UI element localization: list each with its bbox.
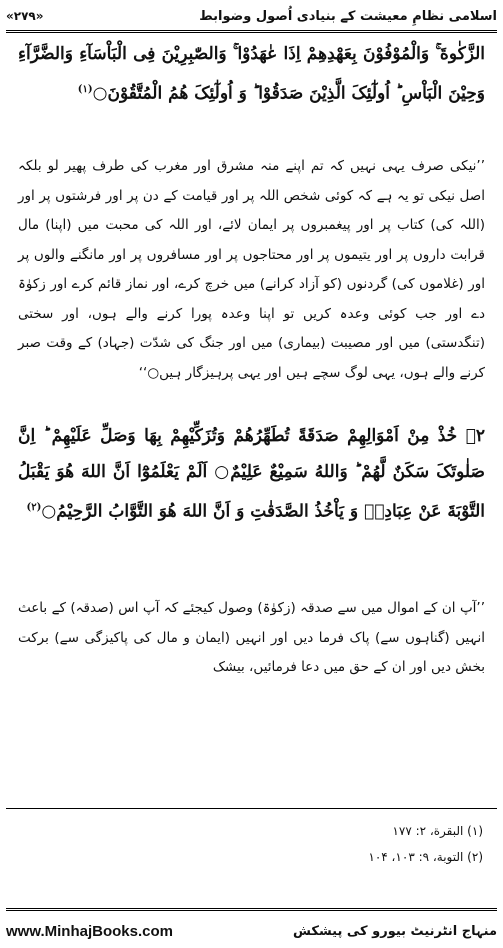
quran-verse-2 (18, 418, 485, 530)
running-title: اسلامی نظامِ معیشت کے بنیادی اُصول وضوابط (199, 8, 497, 24)
verse-2-text: ۲۔ خُذْ مِنْ اَمْوَالِهِمْ صَدَقَةً تُطَهِّرُهُمْ وَتُزَکِّيْهِمْ بِهَا وَصَلِّ عَلَيْهِمْ ؕ اِنَّ صَلٰوتَکَ سَکَنٌ لَّهُمْ ؕ وَاللهُ سَمِيْعٌ عَلِيْمٌ○ اَلَمْ يَعْلَمُوْٓا اَنَّ اللهَ هُوَ يَقْبَلُ التَّوْبَةَ عَنْ عِبَادِهٖ وَ يَاْخُذُ الصَّدَقٰتِ وَ اَنَّ اللهَ هُوَ التَّوَّابُ الرَّحِيْمُ○ (18, 426, 485, 522)
page-number: «۲۷۹» (6, 9, 44, 23)
website-url[interactable]: www.MinhajBooks.com (6, 922, 173, 940)
header-rule (6, 30, 497, 33)
footnote-2: (۲) التوبة، ۹: ۱۰۳، ۱۰۴ (368, 850, 483, 864)
footnotes (20, 818, 483, 870)
page-footer (6, 918, 497, 944)
page-header (6, 4, 497, 28)
footnote-rule (6, 808, 497, 809)
verse-2-footnote-ref: (۲) (26, 502, 42, 513)
verse-1-footnote-ref: (۱) (77, 84, 93, 95)
footer-rule (6, 908, 497, 911)
publisher-label: منہاج انٹرنیٹ بیورو کی پیشکش (293, 923, 497, 939)
footnote-1: (۱) البقرة، ۲: ۱۷۷ (392, 824, 483, 838)
translation-1: ’’نیکی صرف یہی نہیں کہ تم اپنے منہ مشرق اور مغرب کی طرف پھیر لو بلکہ اصل نیکی تو یہ ہے کہ کوئی شخص اللہ پر اور قیامت کے دن پر اور فرشتوں پر اور (اللہ کی) کتاب پر اور پیغمبروں پر ایمان لائے، اور اللہ کی محبت میں (اپنا) مال قرابت داروں پر اور یتیموں پر اور محتاجوں پر اور مسافروں پر اور مانگنے والوں پر اور (غلاموں کی) گردنوں (کو آزاد کرانے) میں خرچ کرے، اور نماز قائم کرے اور زکوٰۃ دے اور جب کوئی وعدہ کریں تو اپنا وعدہ پورا کرنے والے ہوں، اور سختی (تنگدستی) میں اور مصیبت (بیماری) میں اور جنگ کی شدّت (جہاد) کے وقت صبر کرنے والے ہوں، یہی لوگ سچے ہیں اور یہی پرہیزگار ہیں○‘‘ (18, 158, 485, 381)
quran-verse-1 (18, 36, 485, 112)
verse-1-text: الزَّکٰوةَ ۚ وَالْمُوْفُوْنَ بِعَهْدِهِمْ اِذَا عٰهَدُوْا ۚ وَالصّٰبِرِيْنَ فِی الْبَاْسَآءِ وَالضَّرَّآءِ وَحِيْنَ الْبَاْسِ ؕ اُولٰٓئِکَ الَّذِيْنَ صَدَقُوْا ؕ وَ اُولٰٓئِکَ هُمُ الْمُتَّقُوْنَ○ (18, 44, 485, 104)
translation-2: ’’آپ ان کے اموال میں سے صدقہ (زکوٰۃ) وصول کیجئے کہ آپ اس (صدقہ) کے باعث انہیں (گناہوں سے) پاک فرما دیں اور انہیں (ایمان و مال کی پاکیزگی سے) برکت بخش دیں اور ان کے حق میں دعا فرمائیں، بیشک (18, 600, 485, 675)
